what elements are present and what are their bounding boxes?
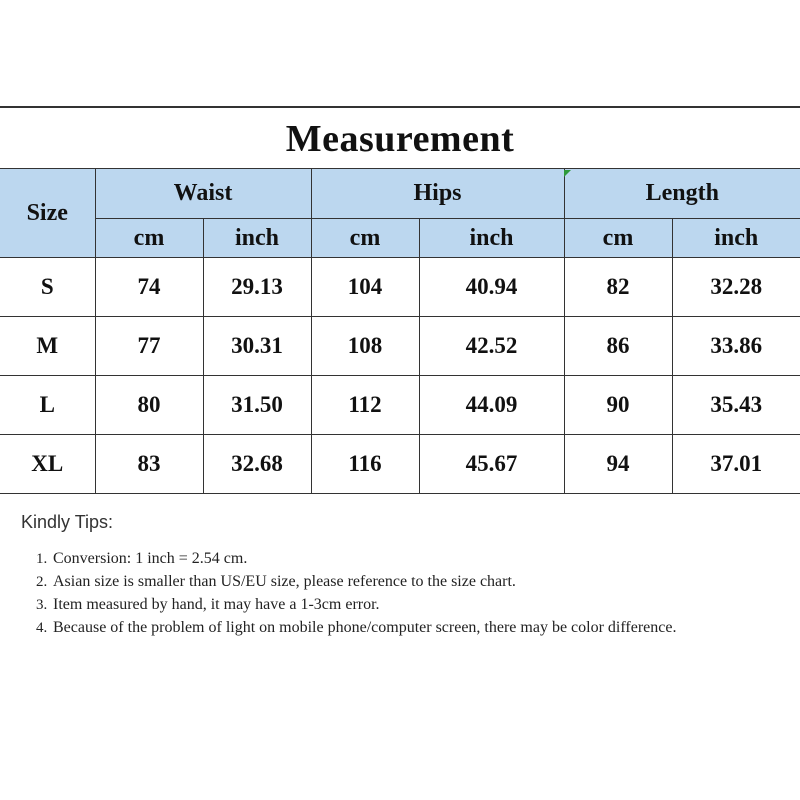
table-cell: 77 — [95, 317, 203, 376]
table-cell: 29.13 — [203, 258, 311, 317]
table-cell: 40.94 — [419, 258, 564, 317]
list-item: 4. Because of the problem of light on mobile phone/computer screen, there may be color difference. — [51, 616, 781, 639]
table-cell: 116 — [311, 435, 419, 494]
unit-header: cm — [95, 219, 203, 258]
size-header: Size — [0, 169, 95, 258]
table-cell: 90 — [564, 376, 672, 435]
table-cell: 86 — [564, 317, 672, 376]
table-row — [0, 435, 800, 494]
waist-header: Waist — [95, 169, 311, 219]
table-cell: 32.28 — [672, 258, 800, 317]
length-header: Length — [564, 169, 800, 219]
table-cell: 94 — [564, 435, 672, 494]
list-item: 1. Conversion: 1 inch = 2.54 cm. — [51, 547, 781, 570]
tips-list — [21, 547, 781, 639]
table-cell: 104 — [311, 258, 419, 317]
size-cell: S — [0, 258, 95, 317]
table-cell: 83 — [95, 435, 203, 494]
table-cell: 45.67 — [419, 435, 564, 494]
unit-header: inch — [672, 219, 800, 258]
table-row — [0, 258, 800, 317]
table-cell: 37.01 — [672, 435, 800, 494]
unit-header: inch — [419, 219, 564, 258]
table-cell: 112 — [311, 376, 419, 435]
table-cell: 32.68 — [203, 435, 311, 494]
page-title: Measurement — [285, 118, 515, 160]
list-item: 2. Asian size is smaller than US/EU size, please reference to the size chart. — [51, 570, 781, 593]
table-cell: 108 — [311, 317, 419, 376]
table-cell: 82 — [564, 258, 672, 317]
table-cell: 42.52 — [419, 317, 564, 376]
table-cell: 80 — [95, 376, 203, 435]
table-cell: 31.50 — [203, 376, 311, 435]
hips-header: Hips — [311, 169, 564, 219]
table-row — [0, 317, 800, 376]
table-row — [0, 376, 800, 435]
size-cell: XL — [0, 435, 95, 494]
size-chart-table — [0, 168, 800, 494]
cell-marker-icon — [564, 170, 571, 177]
size-cell: M — [0, 317, 95, 376]
size-cell: L — [0, 376, 95, 435]
table-cell: 35.43 — [672, 376, 800, 435]
unit-header: inch — [203, 219, 311, 258]
table-cell: 30.31 — [203, 317, 311, 376]
table-cell: 44.09 — [419, 376, 564, 435]
tips-section — [21, 512, 781, 639]
table-cell: 33.86 — [672, 317, 800, 376]
tips-heading: Kindly Tips: — [21, 512, 114, 532]
table-cell: 74 — [95, 258, 203, 317]
unit-header: cm — [311, 219, 419, 258]
list-item: 3. Item measured by hand, it may have a 1-3cm error. — [51, 593, 781, 616]
unit-header: cm — [564, 219, 672, 258]
